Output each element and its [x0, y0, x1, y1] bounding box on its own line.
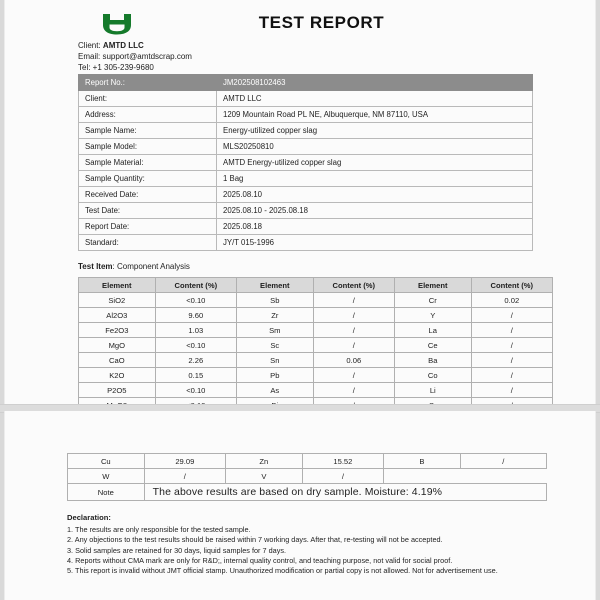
cell-element: Li [394, 383, 471, 398]
cell-content: / [471, 383, 552, 398]
info-value: 2025.08.10 - 2025.08.18 [217, 203, 533, 219]
tel-line: Tel: +1 305-239-9680 [78, 63, 154, 73]
info-value: 1 Bag [217, 171, 533, 187]
table-row [79, 203, 533, 219]
table-row [79, 219, 533, 235]
info-value: MLS20250810 [217, 139, 533, 155]
table-row [79, 107, 533, 123]
table-row [79, 383, 553, 398]
cell-element: Ba [394, 353, 471, 368]
table-row [79, 308, 553, 323]
info-value: AMTD Energy-utilized copper slag [217, 155, 533, 171]
cell-content: / [460, 454, 546, 469]
cell-content: 0.02 [471, 293, 552, 308]
cell-element: As [236, 383, 313, 398]
cell-content: 1.03 [155, 323, 236, 338]
info-key: Address: [79, 107, 217, 123]
cell-content: / [471, 368, 552, 383]
cell-content: <0.10 [155, 293, 236, 308]
info-key: Report Date: [79, 219, 217, 235]
cell-element: P2O5 [79, 383, 156, 398]
cell-content: / [313, 323, 394, 338]
cell-element: Sn [236, 353, 313, 368]
table-row [79, 123, 533, 139]
table-row [79, 338, 553, 353]
declaration-item: 4. Reports without CMA mark are only for R&D;, internal quality control, and teaching purpose, not valid for social proof. [67, 555, 453, 565]
cell-element: MgO [79, 338, 156, 353]
cell-content: / [471, 353, 552, 368]
cell-content: 29.09 [144, 454, 225, 469]
cell-element: Sm [236, 323, 313, 338]
cell-element: CaO [79, 353, 156, 368]
page-1 [4, 0, 596, 404]
info-value: AMTD LLC [217, 91, 533, 107]
client-line [78, 40, 192, 51]
table-row [79, 171, 533, 187]
table-row [79, 323, 553, 338]
cell-empty [460, 469, 546, 484]
cell-element: B [384, 454, 461, 469]
test-item-label: Test Item [78, 262, 113, 271]
client-contact-block [78, 40, 192, 73]
cell-element: Al2O3 [79, 308, 156, 323]
test-item-line [78, 262, 535, 271]
cell-content: / [471, 308, 552, 323]
column-header: Content (%) [313, 278, 394, 293]
column-header: Element [79, 278, 156, 293]
continued-table-body [68, 454, 547, 501]
table-row [79, 75, 533, 91]
cell-content: / [313, 308, 394, 323]
table-row [79, 139, 533, 155]
page-1-content [5, 0, 595, 428]
cell-content: 9.60 [155, 308, 236, 323]
info-key: Client: [79, 91, 217, 107]
cell-element: V [226, 469, 303, 484]
cell-element: Ce [394, 338, 471, 353]
cell-element: Sc [236, 338, 313, 353]
page-title: TEST REPORT [258, 13, 385, 32]
cell-content: 2.26 [155, 353, 236, 368]
cell-element: Zr [236, 308, 313, 323]
cell-content: / [302, 469, 383, 484]
column-header: Element [394, 278, 471, 293]
cell-content: / [313, 293, 394, 308]
cell-content: / [313, 383, 394, 398]
info-key: Report No.: [79, 75, 217, 91]
info-value: 2025.08.18 [217, 219, 533, 235]
info-key: Test Date: [79, 203, 217, 219]
document-header [78, 0, 535, 73]
info-value: 1209 Mountain Road PL NE, Albuquerque, NM 87110, USA [217, 107, 533, 123]
cell-content: <0.10 [155, 383, 236, 398]
cell-element: W [68, 469, 145, 484]
table-header-row [79, 278, 553, 293]
note-text: The above results are based on dry sample. Moisture: 4.19% [144, 484, 546, 501]
cell-content: <0.10 [155, 338, 236, 353]
cell-content: / [313, 368, 394, 383]
declaration-item: 3. Solid samples are retained for 30 days, liquid samples for 7 days. [67, 545, 287, 555]
info-value: 2025.08.10 [217, 187, 533, 203]
info-value: JY/T 015-1996 [217, 235, 533, 251]
declaration-item: 5. This report is invalid without JMT official stamp. Unauthorized modification or partial copy is not allowed. Not for advertisement use. [67, 566, 498, 576]
cell-empty [384, 469, 461, 484]
column-header: Content (%) [155, 278, 236, 293]
cell-content: / [313, 338, 394, 353]
table-row [79, 91, 533, 107]
declaration-block [67, 513, 537, 577]
component-analysis-head [79, 278, 553, 293]
info-value: JM202508102463 [217, 75, 533, 91]
cell-element: Co [394, 368, 471, 383]
cell-element: Zn [226, 454, 303, 469]
note-label: Note [68, 484, 145, 501]
table-row [68, 469, 547, 484]
column-header: Content (%) [471, 278, 552, 293]
cell-element: La [394, 323, 471, 338]
column-header: Element [236, 278, 313, 293]
cell-content: / [471, 323, 552, 338]
table-row [79, 155, 533, 171]
cell-content: 0.06 [313, 353, 394, 368]
cell-element: Cr [394, 293, 471, 308]
client-name: AMTD LLC [102, 41, 144, 50]
declaration-title: Declaration: [67, 513, 111, 522]
cell-element: Pb [236, 368, 313, 383]
cell-element: Cu [68, 454, 145, 469]
page-2 [4, 411, 596, 600]
info-key: Sample Quantity: [79, 171, 217, 187]
component-analysis-continued-table [67, 453, 547, 501]
declaration-item: 2. Any objections to the test results should be raised within 7 working days. After that, re-testing will not be accepted. [67, 535, 443, 545]
cell-element: Y [394, 308, 471, 323]
table-row [79, 235, 533, 251]
cell-content: 15.52 [302, 454, 383, 469]
info-key: Received Date: [79, 187, 217, 203]
table-row [68, 454, 547, 469]
declaration-item: 1. The results are only responsible for the tested sample. [67, 524, 251, 534]
cell-element: SiO2 [79, 293, 156, 308]
table-row [79, 353, 553, 368]
test-item-separator: : [112, 262, 115, 271]
info-key: Sample Name: [79, 123, 217, 139]
company-logo-green-icon [100, 12, 134, 36]
table-row [79, 293, 553, 308]
client-label: Client: [78, 41, 101, 50]
cell-element: Fe2O3 [79, 323, 156, 338]
table-row [79, 187, 533, 203]
cell-element: Sb [236, 293, 313, 308]
note-row [68, 484, 547, 501]
info-key: Sample Material: [79, 155, 217, 171]
cell-element: K2O [79, 368, 156, 383]
email-line: Email: support@amtdscrap.com [78, 52, 192, 62]
info-key: Sample Model: [79, 139, 217, 155]
test-item-value: Component Analysis [117, 262, 190, 271]
cell-content: / [144, 469, 225, 484]
info-key: Standard: [79, 235, 217, 251]
report-info-table [78, 74, 533, 251]
report-info-body [79, 75, 533, 251]
cell-content: / [471, 338, 552, 353]
table-row [79, 368, 553, 383]
info-value: Energy-utilized copper slag [217, 123, 533, 139]
page-2-content [5, 453, 595, 577]
cell-content: 0.15 [155, 368, 236, 383]
